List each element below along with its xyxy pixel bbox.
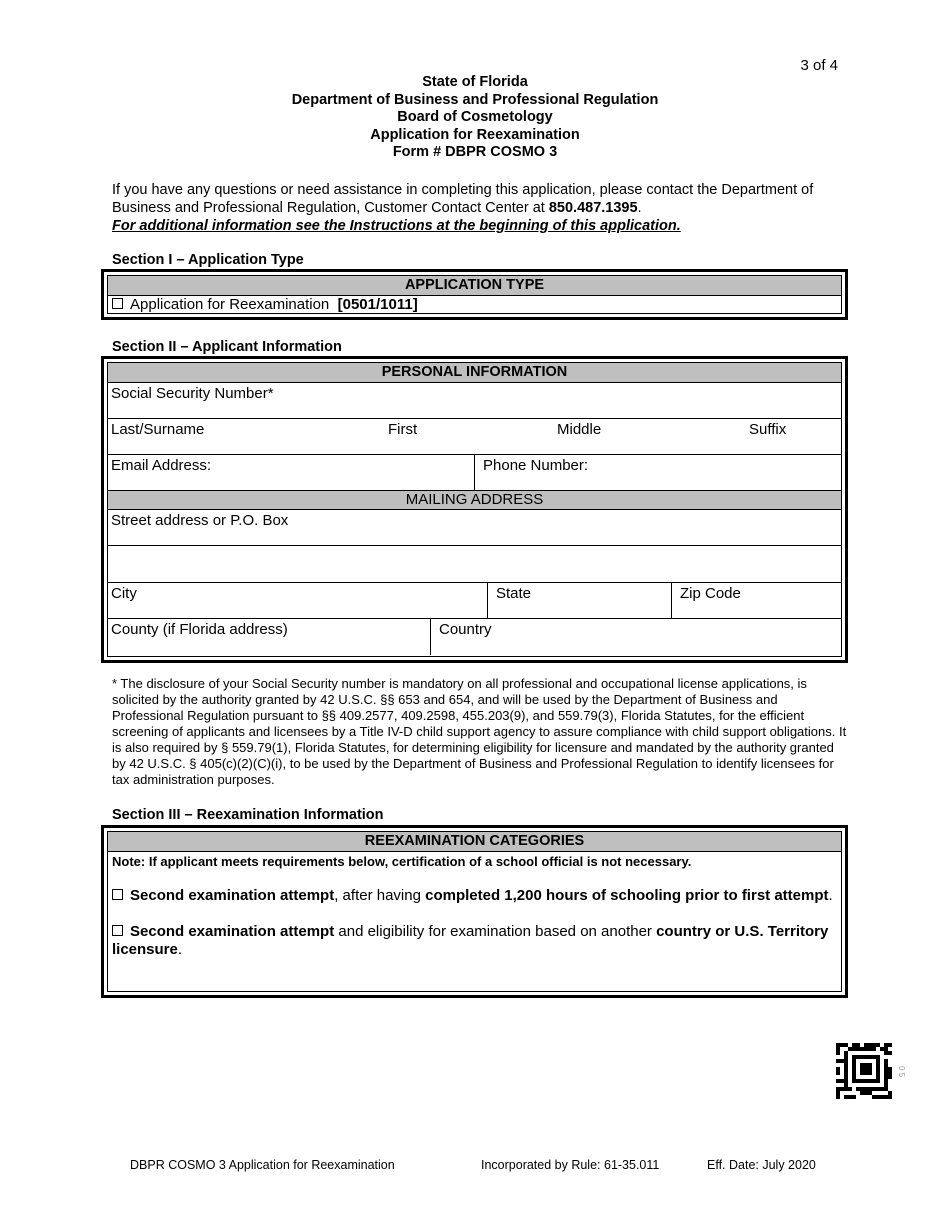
phone-field[interactable]	[474, 455, 841, 490]
category-1-end: .	[828, 887, 833, 904]
form-header	[0, 74, 950, 162]
ssn-row[interactable]	[108, 383, 841, 419]
country-field[interactable]	[430, 619, 841, 655]
category-1-hours: completed 1,200 hours of schooling prior to first attempt	[425, 887, 829, 904]
first-name-label: First	[388, 421, 418, 438]
city-state-zip-row	[108, 583, 841, 619]
header-department: Department of Business and Professional Regulation	[291, 91, 659, 108]
instructions-note: For additional information see the Instructions at the beginning of this application.	[112, 218, 681, 234]
reexamination-label: Application for Reexamination	[130, 296, 330, 313]
state-label: State	[496, 585, 532, 602]
application-type-box	[101, 269, 848, 320]
country-label: Country	[439, 621, 492, 638]
county-field[interactable]	[108, 619, 430, 655]
ssn-label: Social Security Number*	[111, 385, 274, 402]
county-country-row	[108, 619, 841, 655]
header-title: Application for Reexamination	[370, 126, 580, 143]
applicant-info-box	[101, 356, 848, 663]
reexamination-checkbox[interactable]	[112, 298, 123, 309]
category-2-checkbox[interactable]	[112, 925, 123, 936]
barcode-side-text: 0 5	[897, 1066, 906, 1078]
contact-row	[108, 455, 841, 491]
suffix-label: Suffix	[749, 421, 787, 438]
page-number: 3 of 4	[800, 57, 838, 74]
application-type-option	[108, 296, 841, 314]
category-1-checkbox[interactable]	[112, 889, 123, 900]
phone-label: Phone Number:	[483, 457, 589, 474]
category-2-end: .	[177, 941, 183, 958]
street-label: Street address or P.O. Box	[111, 512, 289, 529]
school-official-note: Note: If applicant meets requirements below, certification of a school official is not necessary.	[112, 854, 692, 869]
footer-rule: Incorporated by Rule: 61-35.011	[481, 1158, 660, 1172]
footer-form-name: DBPR COSMO 3 Application for Reexamination	[130, 1158, 395, 1172]
category-1-bold: Second examination attempt	[130, 887, 335, 904]
city-field[interactable]	[108, 583, 487, 618]
form-barcode	[836, 1043, 892, 1099]
intro-period: .	[637, 200, 642, 216]
contact-phone: 850.487.1395	[548, 200, 638, 216]
zip-label: Zip Code	[680, 585, 741, 602]
category-1-text: , after having	[334, 887, 426, 904]
city-label: City	[111, 585, 137, 602]
middle-name-label: Middle	[557, 421, 602, 438]
category-option-1	[108, 887, 841, 905]
reexamination-code: [0501/1011]	[337, 296, 418, 313]
street-row-2[interactable]	[108, 546, 841, 583]
street-row[interactable]	[108, 510, 841, 546]
category-2-bold: Second examination attempt	[130, 923, 335, 940]
application-type-header: APPLICATION TYPE	[108, 276, 841, 296]
intro-paragraph	[112, 181, 842, 235]
header-board: Board of Cosmetology	[397, 109, 553, 125]
section-2-title: Section II – Applicant Information	[112, 339, 342, 355]
email-field[interactable]	[108, 455, 474, 490]
name-row[interactable]	[108, 419, 841, 455]
last-name-label: Last/Surname	[111, 421, 205, 438]
reexamination-categories-header: REEXAMINATION CATEGORIES	[108, 832, 841, 852]
personal-info-header: PERSONAL INFORMATION	[108, 363, 841, 383]
intro-text: If you have any questions or need assistance in completing this application, please contact the Department of Business and Professional Regulation, Customer Contact Center at	[112, 182, 814, 216]
category-2-text: and eligibility for examination based on another	[334, 923, 657, 940]
section-1-title: Section I – Application Type	[112, 252, 304, 268]
zip-field[interactable]	[671, 583, 841, 618]
header-state: State of Florida	[422, 74, 528, 90]
footer-effective-date: Eff. Date: July 2020	[707, 1158, 816, 1172]
section-3-title: Section III – Reexamination Information	[112, 807, 384, 823]
mailing-address-header: MAILING ADDRESS	[108, 491, 841, 510]
reexamination-box	[101, 825, 848, 998]
county-label: County (if Florida address)	[111, 621, 288, 638]
ssn-disclosure-note: * The disclosure of your Social Security number is mandatory on all professional and occupational license applications, is solicited by the authority granted by 42 U.S.C. §§ 653 and 654, and will be used by the Department of Business and Professional Regulation pursuant to §§ 409.2577, 409.2598, 455.203(9), and 559.79(3), Florida Statutes, for the efficient screening of applicants and licensees by a Title IV-D child support agency to assure compliance with child support obligations. It is also required by § 559.79(1), Florida Statutes, for determining eligibility for licensure and mandated by the authority granted by 42 U.S.C. § 405(c)(2)(C)(i), to be used by the Department of Business and Professional Regulation to identify licensees for tax administration purposes.	[112, 676, 847, 787]
state-field[interactable]	[487, 583, 672, 618]
header-form-number: Form # DBPR COSMO 3	[392, 144, 558, 160]
category-2-licensure: country or U.S. Territory licensure	[112, 923, 829, 958]
email-label: Email Address:	[111, 457, 212, 474]
category-option-2	[108, 923, 841, 959]
